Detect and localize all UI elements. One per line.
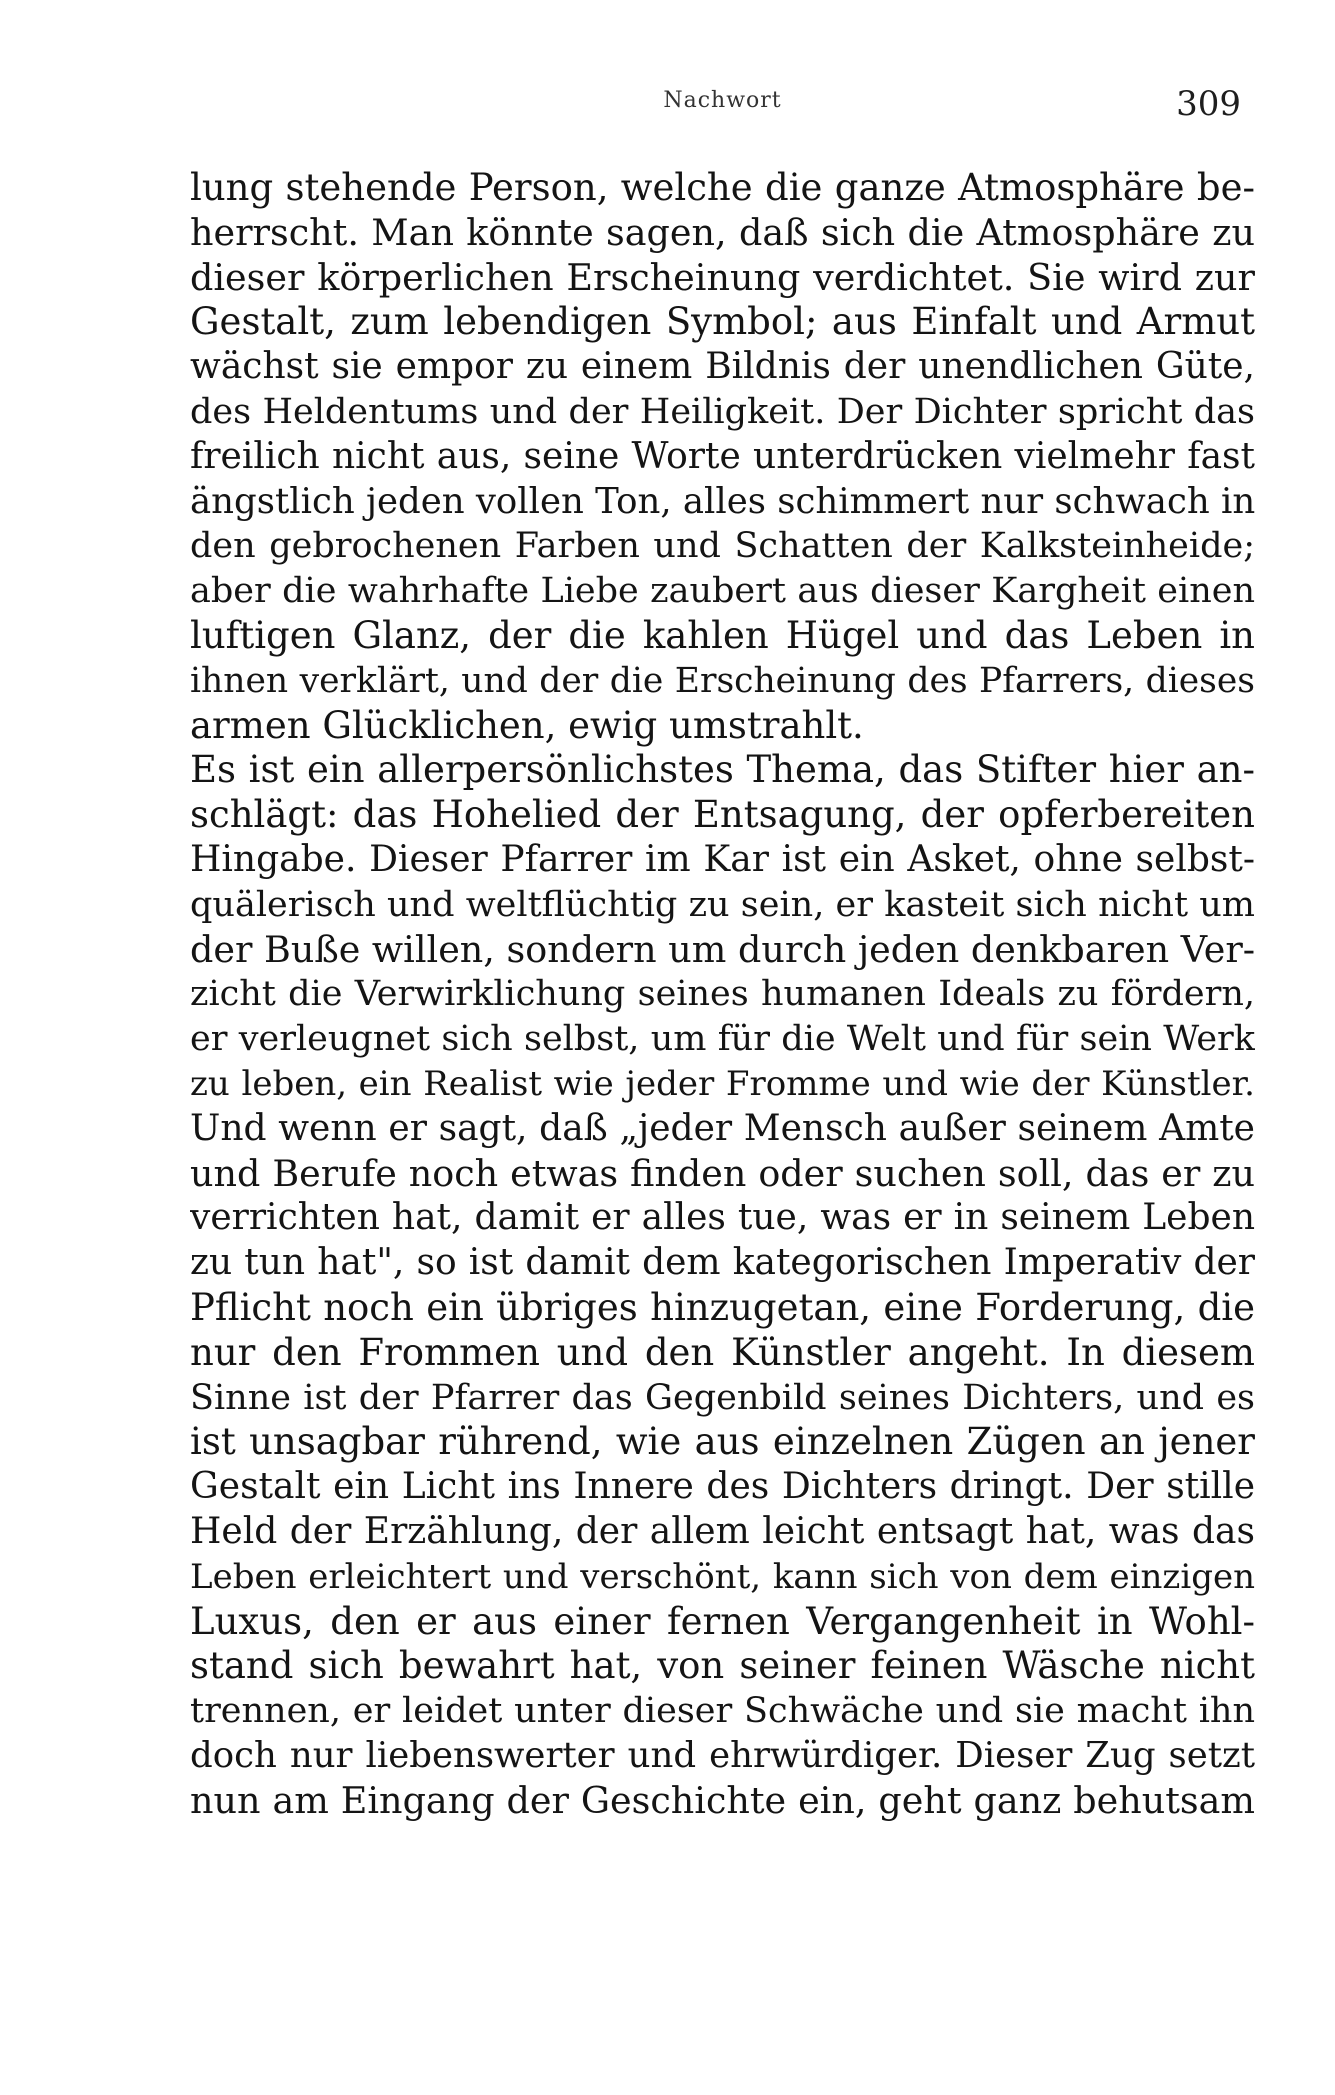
text-line: stand sich bewahrt hat, von seiner feinen Wäsche nicht xyxy=(190,1644,1255,1688)
text-line: den gebrochenen Farben und Schatten der Kalksteinheide; xyxy=(190,526,1255,567)
text-line: zu tun hat", so ist damit dem kategorischen Imperativ der xyxy=(190,1242,1255,1284)
text-line: Luxus, den er aus einer fernen Vergangenheit in Wohl- xyxy=(190,1599,1255,1643)
text-line: Es ist ein allerpersönlichstes Thema, das Stifter hier an- xyxy=(190,748,1255,792)
text-line: des Heldentums und der Heiligkeit. Der Dichter spricht das xyxy=(190,391,1255,432)
text-line: luftigen Glanz, der die kahlen Hügel und das Leben in xyxy=(190,613,1255,657)
text-line: der Buße willen, sondern um durch jeden denkbaren Ver- xyxy=(190,927,1255,971)
text-line: armen Glücklichen, ewig umstrahlt. xyxy=(190,703,864,747)
text-line: trennen, er leidet unter dieser Schwäche und sie macht ihn xyxy=(190,1691,1255,1732)
text-line: dieser körperlichen Erscheinung verdichtet. Sie wird zur xyxy=(190,255,1255,299)
text-line: freilich nicht aus, seine Worte unterdrücken vielmehr fast xyxy=(190,435,1255,477)
text-line: Hingabe. Dieser Pfarrer im Kar ist ein Asket, ohne selbst- xyxy=(190,838,1255,880)
text-line: Gestalt ein Licht ins Innere des Dichters dringt. Der stille xyxy=(190,1466,1255,1508)
text-line: lung stehende Person, welche die ganze Atmosphäre be- xyxy=(190,166,1255,209)
text-line: Held der Erzählung, der allem leicht entsagt hat, was das xyxy=(190,1510,1255,1552)
text-line: zicht die Verwirklichung seines humanen Ideals zu fördern, xyxy=(190,974,1255,1015)
text-line: quälerisch und weltflüchtig zu sein, er kasteit sich nicht um xyxy=(190,884,1255,925)
text-line: ängstlich jeden vollen Ton, alles schimmert nur schwach in xyxy=(190,480,1255,522)
text-line: schlägt: das Hohelied der Entsagung, der opferbereiten xyxy=(190,793,1255,837)
text-line: Und wenn er sagt, daß „jeder Mensch außer seinem Amte xyxy=(190,1107,1255,1149)
text-line: nun am Eingang der Geschichte ein, geht ganz behutsam xyxy=(190,1778,1255,1822)
text-line: verrichten hat, damit er alles tue, was er in seinem Leben xyxy=(190,1197,1255,1239)
text-line: herrscht. Man könnte sagen, daß sich die Atmosphäre zu xyxy=(190,210,1255,254)
page-number: 309 xyxy=(1176,84,1241,124)
text-line: doch nur liebenswerter und ehrwürdiger. Dieser Zug setzt xyxy=(190,1734,1255,1776)
text-line: Pflicht noch ein übriges hinzugetan, eine Forderung, die xyxy=(190,1285,1255,1329)
text-line: zu leben, ein Realist wie jeder Fromme und wie der Künstler. xyxy=(190,1063,1255,1104)
text-line: ihnen verklärt, und der die Erscheinung des Pfarrers, dieses xyxy=(190,660,1255,701)
running-title: Nachwort xyxy=(663,88,782,113)
text-line: und Berufe noch etwas finden oder suchen soll, das er zu xyxy=(190,1151,1255,1195)
text-line: aber die wahrhafte Liebe zaubert aus dieser Kargheit einen xyxy=(190,571,1255,612)
text-line: wächst sie empor zu einem Bildnis der unendlichen Güte, xyxy=(190,346,1255,388)
running-head xyxy=(190,80,1255,140)
text-line: nur den Frommen und den Künstler angeht. In diesem xyxy=(190,1330,1255,1374)
text-line: Sinne ist der Pfarrer das Gegenbild seines Dichters, und es xyxy=(190,1377,1255,1418)
body-text xyxy=(190,166,1255,1823)
text-line: Leben erleichtert und verschönt, kann sich von dem einzigen xyxy=(190,1556,1255,1597)
text-line: Gestalt, zum lebendigen Symbol; aus Einfalt und Armut xyxy=(190,300,1255,344)
text-line: er verleugnet sich selbst, um für die Welt und für sein Werk xyxy=(190,1019,1255,1060)
text-line: ist unsagbar rührend, wie aus einzelnen Zügen an jener xyxy=(190,1420,1255,1464)
